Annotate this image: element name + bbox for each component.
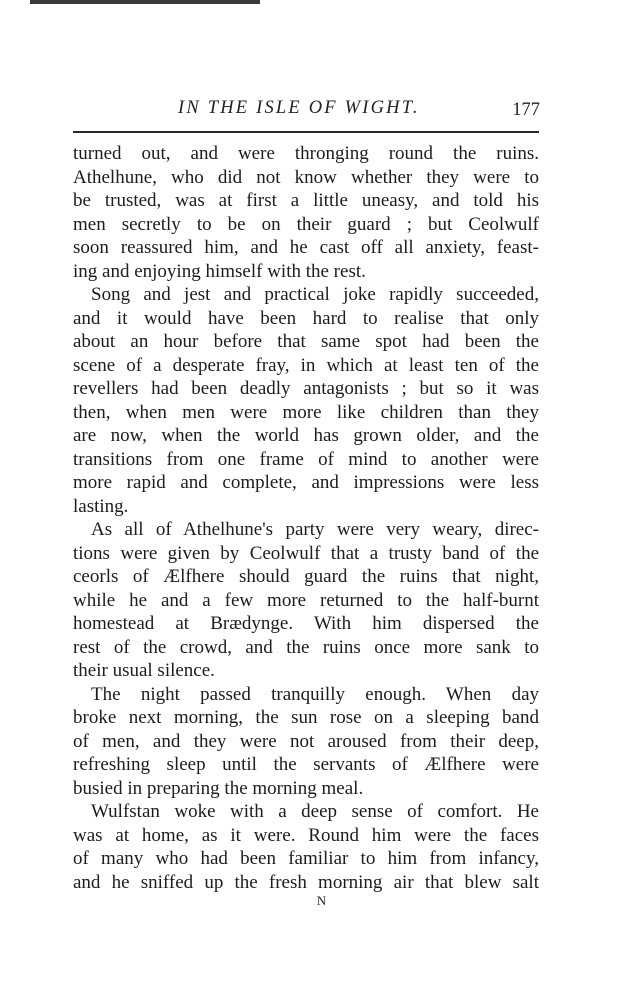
text-line: are now, when the world has grown older, and the bbox=[73, 425, 539, 446]
text-line: while he and a few more returned to the half-burnt bbox=[73, 589, 539, 611]
text-line: lasting. bbox=[73, 495, 129, 517]
body-text bbox=[73, 142, 539, 894]
text-line: rest of the crowd, and the ruins once more sank to bbox=[73, 636, 539, 658]
text-line: of many who had been familiar to him from infancy, bbox=[73, 848, 539, 869]
text-line: homestead at Brædynge. With him dispersed the bbox=[73, 613, 539, 634]
text-line: their usual silence. bbox=[73, 660, 215, 681]
text-line: As all of Athelhune's party were very weary, direc- bbox=[91, 519, 539, 540]
text-line: men secretly to be on their guard ; but Ceolwulf bbox=[73, 213, 539, 235]
text-line: refreshing sleep until the servants of Ælfhere were bbox=[73, 754, 539, 775]
text-line: broke next morning, the sun rose on a sleeping band bbox=[73, 707, 539, 728]
text-line: was at home, as it were. Round him were the faces bbox=[73, 824, 539, 846]
signature-mark: N bbox=[316, 893, 328, 908]
text-line: The night passed tranquilly enough. When day bbox=[91, 683, 539, 705]
text-line: be trusted, was at first a little uneasy, and told his bbox=[73, 190, 539, 211]
running-head bbox=[73, 96, 540, 128]
running-title: IN THE ISLE OF WIGHT. bbox=[178, 98, 420, 118]
text-line: ceorls of Ælfhere should guard the ruins that night, bbox=[73, 566, 539, 587]
text-line: Song and jest and practical joke rapidly succeeded, bbox=[91, 284, 539, 305]
text-line: about an hour before that same spot had been the bbox=[73, 331, 539, 352]
text-line: tions were given by Ceolwulf that a trusty band of the bbox=[73, 542, 539, 564]
header-rule bbox=[73, 131, 539, 133]
text-line: transitions from one frame of mind to another were bbox=[73, 448, 539, 470]
text-line: of men, and they were not aroused from their deep, bbox=[73, 730, 539, 752]
text-line: scene of a desperate fray, in which at least ten of the bbox=[73, 354, 539, 376]
text-line: Wulfstan woke with a deep sense of comfort. He bbox=[91, 801, 539, 822]
text-line: then, when men were more like children than they bbox=[73, 401, 539, 423]
text-line: busied in preparing the morning meal. bbox=[73, 777, 364, 799]
text-line: more rapid and complete, and impressions were less bbox=[73, 472, 539, 493]
text-line: soon reassured him, and he cast off all anxiety, feast- bbox=[73, 237, 539, 258]
text-line: and it would have been hard to realise that only bbox=[73, 307, 539, 329]
text-line: Athelhune, who did not know whether they were to bbox=[73, 166, 539, 188]
text-line: ing and enjoying himself with the rest. bbox=[73, 260, 366, 282]
scan-edge-bar bbox=[30, 0, 260, 4]
text-line: and he sniffed up the fresh morning air that blew salt bbox=[73, 871, 539, 893]
text-line: turned out, and were thronging round the ruins. bbox=[73, 143, 539, 164]
text-line: revellers had been deadly antagonists ; but so it was bbox=[73, 378, 539, 399]
page-number: 177 bbox=[512, 100, 540, 120]
